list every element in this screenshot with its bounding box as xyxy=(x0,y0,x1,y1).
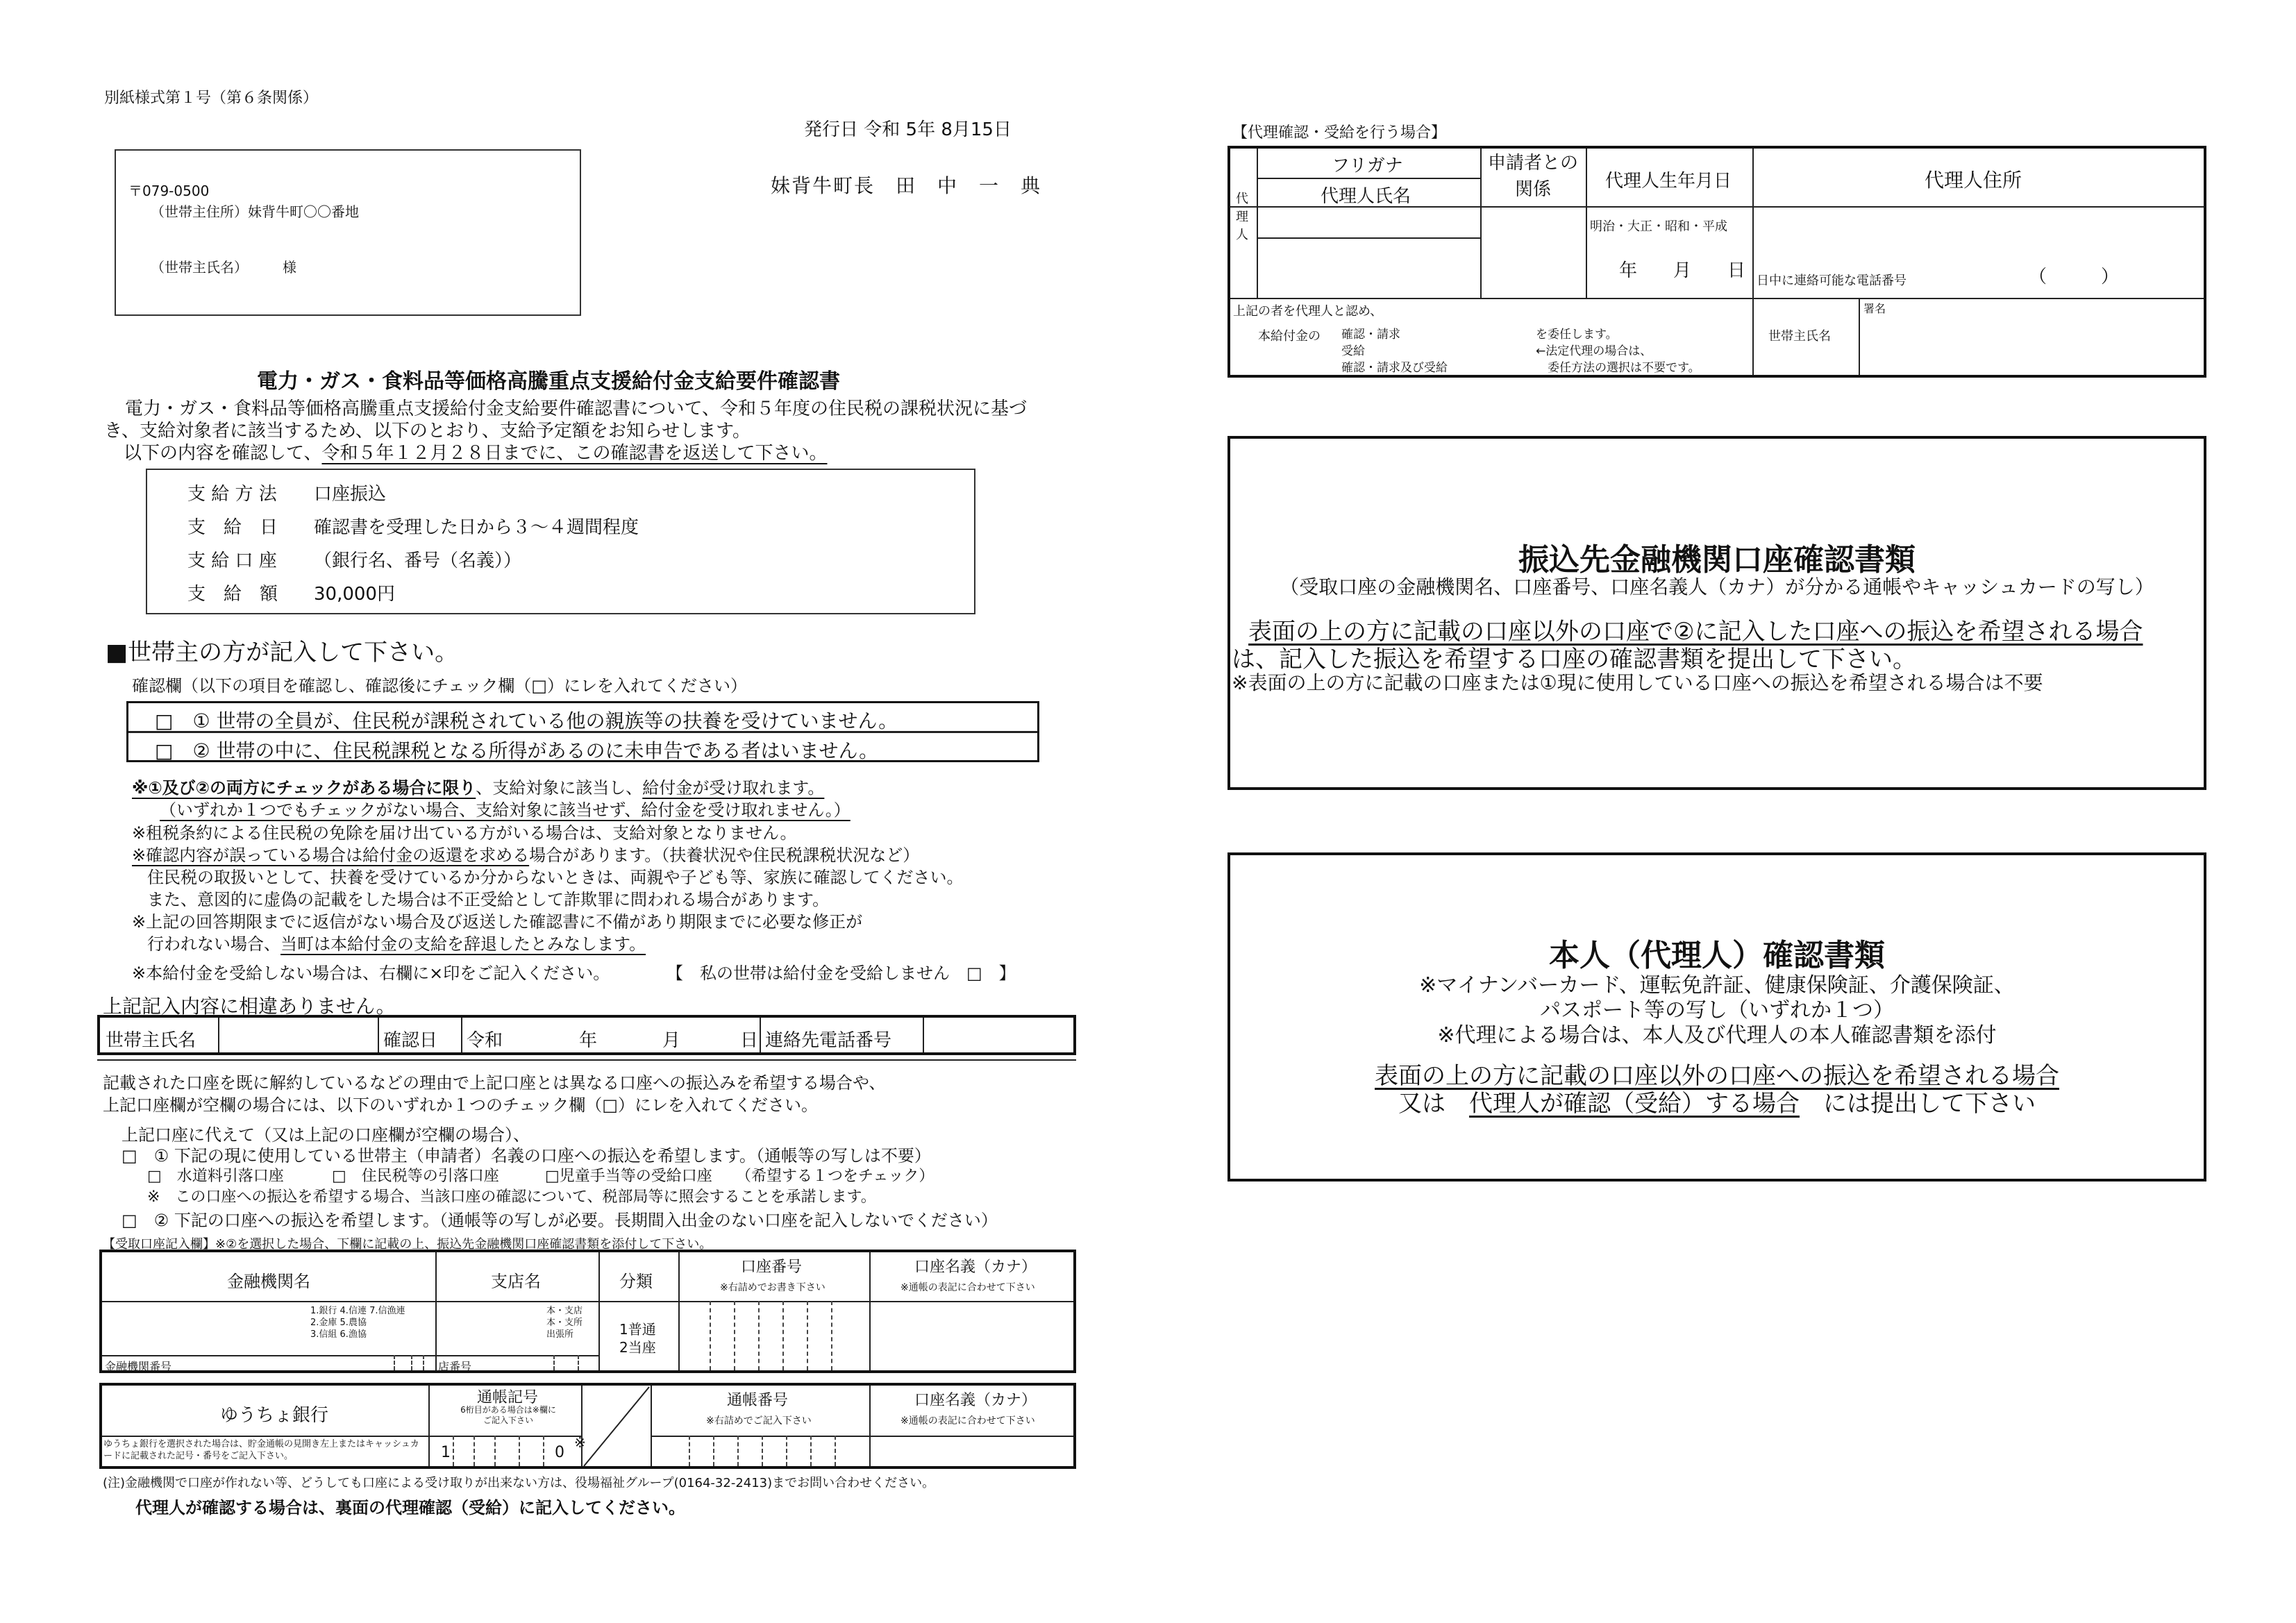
check-item-1[interactable]: □ ① 世帯の全員が、住民税が課税されている他の親族等の扶養を受けていません。 xyxy=(155,709,898,732)
note-5: 住民税の取扱いとして、扶養を受けているか分からないときは、両親や子ども等、家族に確認してください。 xyxy=(147,868,964,887)
proxy-table: 代 理 人 フリガナ 代理人氏名 申請者との 関係 代理人生年月日 代理人住所 明治・大正・昭和・平成 年 月 日 日中に連絡可能な電話番号 （ ） 上記の者を代理人と認め、 本給付金の 確認・請求 受給 確認・請求及び受給 を委任します。 ←法定代理の場合は、 委任方法の選択は不要です。 世帯主氏名 署名 xyxy=(1227,146,2206,378)
bank-docs-sub: （受取口座の金融機関名、口座番号、口座名義人（カナ）が分かる通帳やキャッシュカードの写し） xyxy=(1280,575,2154,598)
confirm-line: 上記記入内容に相違ありません。 xyxy=(103,995,396,1018)
section-heading: ■世帯主の方が記入して下さい。 xyxy=(106,639,459,666)
note-6: また、意図的に虚偽の記載をした場合は不正受給として詐欺罪に問われる場合があります。 xyxy=(147,890,830,909)
payment-info-box: 支 給 方 法 口座振込 支 給 日 確認書を受理した日から３～４週間程度 支 給 口 座 （銀行名、番号（名義）） 支 給 額 30,000円 xyxy=(146,469,975,614)
note-8: 行われない場合、当町は本給付金の支給を辞退したとみなします。 xyxy=(147,934,646,954)
alt-option-1[interactable]: □ ① 下記の現に使用している世帯主（申請者）名義の口座への振込を希望します。（通帳等の写しは不要） xyxy=(121,1146,931,1166)
alt-option-2[interactable]: □ ② 下記の口座への振込を希望します。（通帳等の写しが必要。長期間入出金のない口座を記入しないでください） xyxy=(121,1211,998,1230)
signature-row: 世帯主氏名 確認日 令和 年 月 日 連絡先電話番号 xyxy=(97,1015,1076,1055)
footnote: (注)金融機関で口座が作れない等、どうしても口座による受け取りが出来ない方は、役場福祉グループ(0164-32-2413)までお問い合わせください。 xyxy=(103,1476,935,1490)
note-2: （いずれか１つでもチェックがない場合、支給対象に該当せず、給付金を受け取れません。） xyxy=(160,800,850,820)
id-docs-line-2: パスポート等の写し（いずれか１つ） xyxy=(1540,998,1894,1023)
bank-note: 【受取口座記入欄】※②を選択した場合、下欄に記載の上、振込先金融機関口座確認書類を添付して下さい。 xyxy=(103,1237,712,1252)
bank-account-table: 金融機関名 支店名 分類 口座番号 ※右詰めでお書き下さい 口座名義（カナ） ※通帳の表記に合わせて下さい 1.銀行 4.信連 7.信漁連 2.金庫 5.農協 3.信組 6.漁協 本・支店 本・支所 出張所 1普通 2当座 金融機関番号 店番号 xyxy=(99,1250,1076,1373)
address-window xyxy=(115,149,581,316)
intro-line-2: き、支給対象者に該当するため、以下のとおり、支給予定額をお知らせします。 xyxy=(104,421,751,442)
household-address: （世帯主住所）妹背牛町〇〇番地 xyxy=(151,203,359,220)
id-docs-line-3: ※代理による場合は、本人及び代理人の本人確認書類を添付 xyxy=(1437,1023,1997,1048)
alt-line-2: 上記口座欄が空欄の場合には、以下のいずれか１つのチェック欄（□）にレを入れてください。 xyxy=(103,1095,818,1115)
choose-one-note: （希望する１つをチェック） xyxy=(736,1168,935,1185)
note-9: ※本給付金を受給しない場合は、右欄に×印をご記入ください。 xyxy=(132,964,610,983)
check-intro: 確認欄（以下の項目を確認し、確認後にチェック欄（□）にレを入れてください） xyxy=(132,676,747,696)
yucho-table: ゆうちょ銀行 通帳記号 6桁目がある場合は※欄に ご記入下さい 通帳番号 ※右詰めでご記入下さい 口座名義（カナ） ※通帳の表記に合わせて下さい ゆうちょ銀行を選択された場合は、貯金通帳の見開き左上またはキャッシュカードに記載された記号・番号をご記入下さい。 1 0 ※ xyxy=(99,1383,1076,1469)
tax-account-checkbox[interactable]: □ 住民税等の引落口座 xyxy=(332,1168,499,1185)
id-docs-line-5: 又は 代理人が確認（受給）する場合 には提出して下さい xyxy=(1398,1090,2036,1118)
id-docs-title: 本人（代理人）確認書類 xyxy=(1549,938,1885,973)
bank-docs-line-2: は、記入した振込を希望する口座の確認書類を提出して下さい。 xyxy=(1232,646,1916,673)
issue-date: 発行日 令和 5年 8月15日 xyxy=(804,119,1012,140)
check-item-2[interactable]: □ ② 世帯の中に、住民税課税となる所得があるのに未申告である者はいません。 xyxy=(155,739,879,762)
intro-line-3: 以下の内容を確認して、令和５年１２月２８日までに、この確認書を返送して下さい。 xyxy=(124,443,828,464)
check-box-group xyxy=(126,701,1039,762)
bank-docs-box xyxy=(1227,436,2206,790)
proxy-heading: 【代理確認・受給を行う場合】 xyxy=(1232,124,1447,142)
bank-docs-line-1: 表面の上の方に記載の口座以外の口座で②に記入した口座への振込を希望される場合 xyxy=(1248,618,2143,646)
child-allowance-checkbox[interactable]: □児童手当等の受給口座 xyxy=(545,1168,712,1185)
form-title: 電力・ガス・食料品等価格高騰重点支援給付金支給要件確認書 xyxy=(257,369,840,394)
note-4: ※確認内容が誤っている場合は給付金の返還を求める場合があります。（扶養状況や住民税課税状況など） xyxy=(132,846,920,865)
alt-line-3: 上記口座に代えて（又は上記の口座欄が空欄の場合）、 xyxy=(121,1125,530,1145)
issuer: 妹背牛町長 田 中 一 典 xyxy=(771,174,1042,197)
household-name: （世帯主氏名） 様 xyxy=(151,259,296,276)
diagonal-slash xyxy=(583,1386,651,1468)
postal-code: 〒079-0500 xyxy=(128,183,210,199)
alt-consent: ※ この口座への振込を希望する場合、当該口座の確認について、税部局等に照会することを承諾します。 xyxy=(147,1188,876,1206)
note-3: ※租税条約による住民税の免除を届け出ている方がいる場合は、支給対象となりません。 xyxy=(132,823,797,843)
intro-line-1: 電力・ガス・食料品等価格高騰重点支援給付金支給要件確認書について、令和５年度の住民税の課税状況に基づ xyxy=(125,398,1027,419)
household-name-input[interactable] xyxy=(221,1020,375,1052)
bank-docs-line-3: ※表面の上の方に記載の口座または①現に使用している口座への振込を希望される場合は不要 xyxy=(1232,671,2043,694)
alt-line-1: 記載された口座を既に解約しているなどの理由で上記口座とは異なる口座への振込みを希望する場合や、 xyxy=(103,1073,886,1093)
form-number: 別紙様式第１号（第６条関係） xyxy=(104,90,319,107)
bank-docs-title: 振込先金融機関口座確認書類 xyxy=(1518,542,1916,578)
decline-checkbox[interactable]: 【 私の世帯は給付金を受給しません □ 】 xyxy=(667,964,1016,983)
phone-input[interactable] xyxy=(926,1020,1072,1052)
proxy-note: 代理人が確認する場合は、裏面の代理確認（受給）に記入してください。 xyxy=(135,1498,685,1517)
water-account-checkbox[interactable]: □ 水道料引落口座 xyxy=(147,1168,284,1185)
id-docs-line-4: 表面の上の方に記載の口座以外の口座への振込を希望される場合 xyxy=(1375,1062,2059,1090)
note-1: ※①及び②の両方にチェックがある場合に限り、支給対象に該当し、給付金が受け取れます。 xyxy=(132,778,825,798)
note-7: ※上記の回答期限までに返信がない場合及び返送した確認書に不備があり期限までに必要な修正が xyxy=(132,912,863,932)
id-docs-line-1: ※マイナンバーカード、運転免許証、健康保険証、介護保険証、 xyxy=(1419,973,2015,998)
id-docs-box xyxy=(1227,852,2206,1181)
